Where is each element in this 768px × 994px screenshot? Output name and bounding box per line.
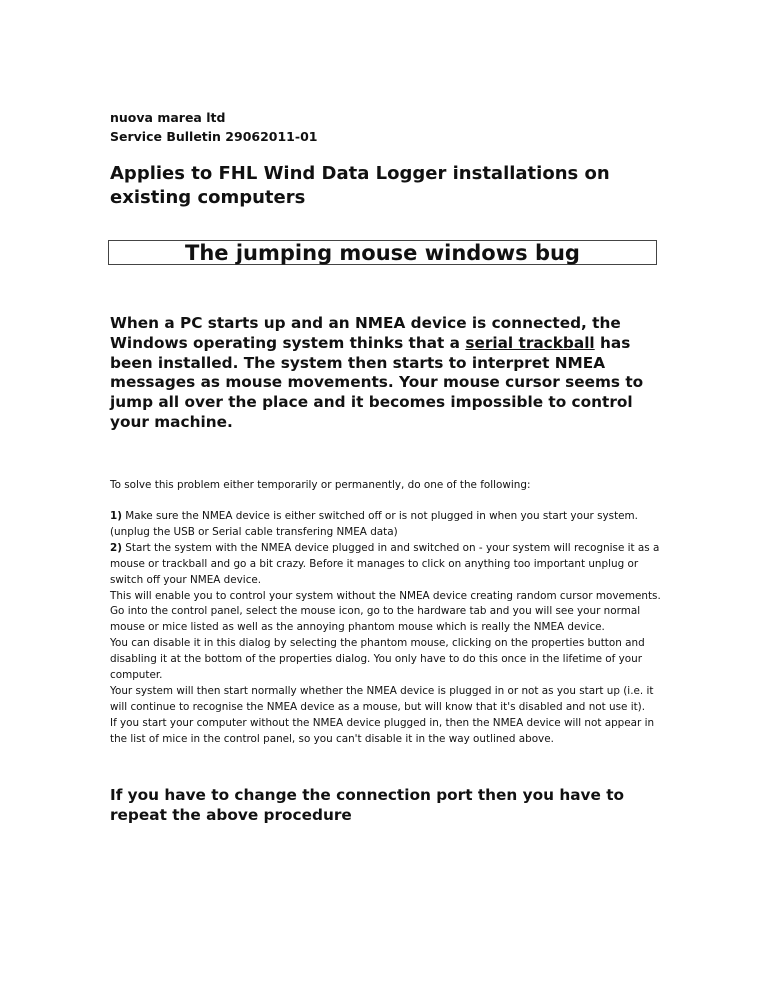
serial-trackball-link[interactable]: serial trackball [465, 333, 595, 352]
applies-to-heading: Applies to FHL Wind Data Logger installations on existing computers [110, 163, 610, 208]
instruction-paragraph-1: This will enable you to control your system without the NMEA device creating random cursor movements. Go into the control panel, select the mouse icon, go to the hardware tab and you will see your normal mouse or mice listed as well as the annoying phantom mouse which is really the NMEA device. [110, 589, 661, 634]
instruction-paragraph-4: If you start your computer without the NMEA device plugged in, then the NMEA device will not appear in the list of mice in the control panel, so you can't disable it in the way outlined above. [110, 716, 655, 745]
step-2-number: 2) [110, 541, 122, 554]
company-name: nuova marea ltd [110, 110, 226, 125]
instruction-paragraph-2: You can disable it in this dialog by selecting the phantom mouse, clicking on the properties button and disabling it at the bottom of the properties dialog. You only have to do this once in the lifetime of your computer. [110, 637, 645, 682]
title-box [108, 240, 657, 265]
step-2-text: Start the system with the NMEA device plugged in and switched on - your system will recognise it as a mouse or trackball and go a bit crazy. Before it manages to click on anything too important unplug or switch off your NMEA device. [110, 541, 660, 586]
lead-paragraph [110, 314, 670, 433]
document-title: The jumping mouse windows bug [185, 240, 580, 265]
intro-text: To solve this problem either temporarily or permanently, do one of the following: [110, 479, 531, 491]
lead-text-part1: When a PC starts up and an NMEA device is connected, the Windows operating system thinks that a [110, 314, 621, 352]
step-1-text: Make sure the NMEA device is either switched off or is not plugged in when you start your system. (unplug the USB or Serial cable transfering NMEA data) [110, 510, 638, 538]
step-1 [110, 509, 670, 541]
bulletin-number: Service Bulletin 29062011-01 [110, 129, 318, 144]
step-2 [110, 541, 670, 589]
step-1-number: 1) [110, 510, 122, 522]
lead-text-part2: has been installed. The system then starts to interpret NMEA messages as mouse movements. Your mouse cursor seems to jump all over the place and it becomes impossible to control your machine. [110, 333, 644, 431]
closing-heading: If you have to change the connection port then you have to repeat the above procedure [110, 786, 625, 824]
company-header [110, 108, 317, 146]
instruction-paragraph-3: Your system will then start normally whether the NMEA device is plugged in or not as you start up (i.e. it will continue to recognise the NMEA device as a mouse, but will know that it's disabled and not use it). [110, 684, 654, 713]
instructions [110, 509, 670, 748]
